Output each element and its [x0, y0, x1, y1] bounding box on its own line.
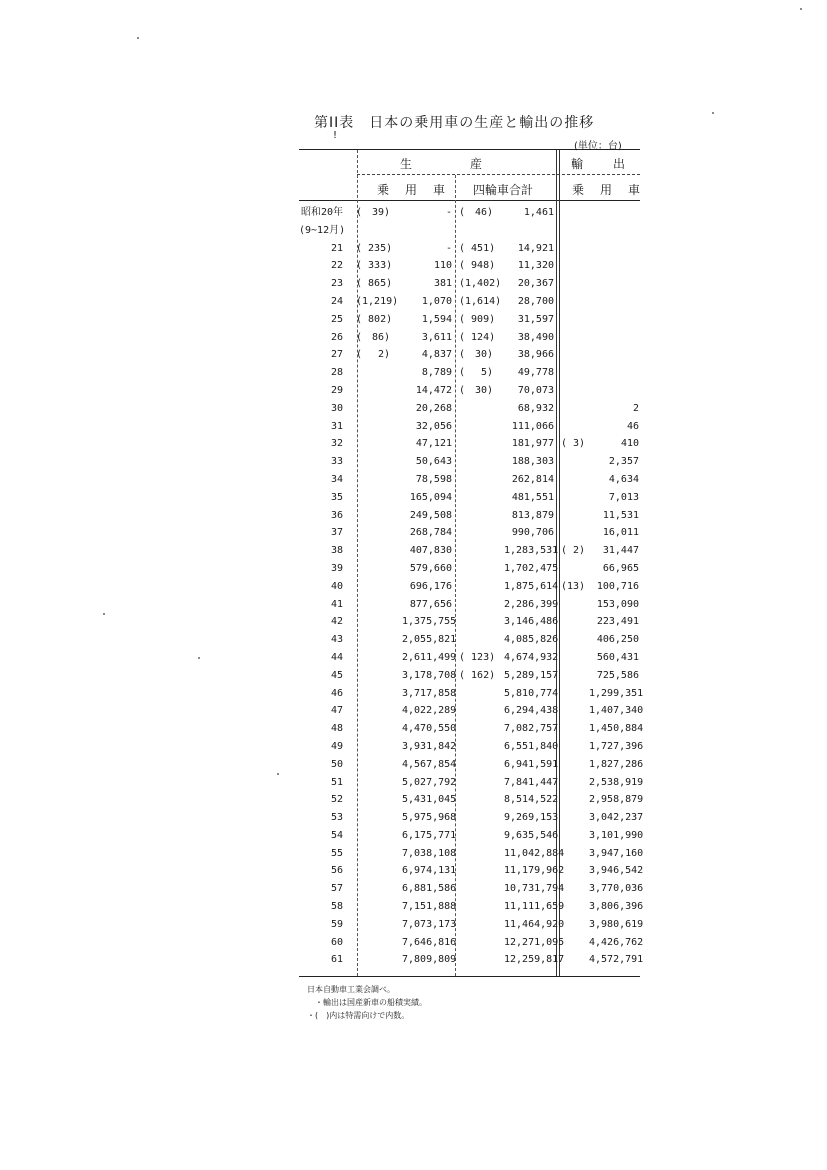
cell-fourwheel-total: 188,303 [511, 456, 554, 468]
table-row [299, 649, 640, 667]
cell-fourwheel-special: ( 909) [459, 313, 496, 325]
cell-passenger-production: 579,660 [409, 562, 452, 574]
cell-passenger-production: 5,431,045 [402, 794, 457, 806]
cell-passenger-production: 3,717,858 [402, 687, 457, 699]
cell-passenger-production: 4,022,289 [402, 705, 457, 717]
table-row [299, 738, 644, 756]
table-row [299, 275, 640, 293]
note-parentheses: ・( )内は特需向けで内数。 [307, 1011, 410, 1020]
cell-export-passenger: 1,450,884 [589, 723, 644, 735]
cell-fourwheel-total: 7,082,757 [504, 723, 559, 735]
cell-year: 48 [330, 723, 343, 735]
cell-fourwheel-total: 9,269,153 [504, 812, 559, 824]
table-row [299, 702, 644, 720]
table-row [299, 613, 640, 631]
note-export: ・輸出は国産新車の船積実績。 [315, 998, 427, 1007]
cell-year: 37 [330, 527, 343, 539]
cell-export-passenger: 560,431 [596, 651, 639, 663]
cell-passenger-production: 877,656 [409, 598, 452, 610]
cell-export-passenger: 16,011 [602, 527, 639, 539]
cell-year: 44 [330, 651, 343, 663]
cell-fourwheel-total: 481,551 [511, 491, 554, 503]
cell-fourwheel-total: 262,814 [511, 473, 554, 485]
cell-export-passenger: 223,491 [596, 616, 639, 628]
cell-year: 42 [330, 616, 343, 628]
cell-passenger-production: 268,784 [409, 527, 452, 539]
cell-year: 52 [330, 794, 343, 806]
cell-year: 51 [330, 776, 343, 788]
scan-speck [198, 657, 200, 659]
table-row [299, 827, 644, 845]
cell-fourwheel-special: ( 451) [459, 242, 496, 254]
cell-passenger-production: 1,594 [421, 313, 452, 325]
cell-fourwheel-special: ( 162) [459, 669, 496, 681]
cell-fourwheel-total: 38,490 [517, 331, 554, 343]
cell-export-passenger: 1,827,286 [589, 758, 644, 770]
table-row [299, 542, 640, 560]
header-production: 生 産 [400, 157, 485, 171]
table-top-rule [299, 149, 640, 150]
header-divider [357, 174, 640, 175]
cell-export-passenger: 3,980,619 [589, 918, 644, 930]
cell-passenger-production: 8,789 [421, 367, 452, 379]
cell-year: 57 [330, 883, 343, 895]
cell-passenger-production: - [445, 242, 452, 254]
cell-fourwheel-total: 1,283,531 [504, 545, 559, 557]
cell-year: 61 [330, 954, 343, 966]
cell-fourwheel-total: 10,731,794 [504, 883, 565, 895]
cell-year: 36 [330, 509, 343, 521]
cell-year: 26 [330, 331, 343, 343]
cell-passenger-production: 4,837 [421, 349, 452, 361]
cell-fourwheel-total: 1,875,614 [504, 580, 559, 592]
cell-fourwheel-special: (1,614) [459, 295, 502, 307]
cell-export-passenger: 100,716 [596, 580, 639, 592]
cell-export-passenger: 3,770,036 [589, 883, 644, 895]
cell-passenger-production: 110 [433, 260, 452, 272]
table-row [299, 435, 640, 453]
cell-passenger-production: 5,975,968 [402, 812, 457, 824]
table-row [299, 720, 644, 738]
table-row [299, 809, 644, 827]
table-row [299, 311, 640, 329]
table-row [299, 293, 640, 311]
table-row [299, 560, 640, 578]
table-row [299, 346, 640, 364]
cell-year: 34 [330, 473, 343, 485]
cell-fourwheel-special: ( 948) [459, 260, 496, 272]
header-four-wheel-total: 四輪車合計 [473, 183, 534, 197]
cell-passenger-special: ( 802) [356, 313, 393, 325]
cell-fourwheel-special: ( 30) [459, 384, 494, 396]
cell-fourwheel-total: 4,085,826 [504, 634, 559, 646]
notes [307, 983, 427, 1022]
cell-year: 23 [330, 278, 343, 290]
table-row [299, 596, 640, 614]
cell-fourwheel-total: 11,111,659 [504, 901, 565, 913]
table-row [299, 916, 644, 934]
table-title: 第II表 日本の乗用車の生産と輸出の推移 [314, 115, 595, 131]
table-row [299, 756, 644, 774]
cell-passenger-production: 249,508 [409, 509, 452, 521]
cell-passenger-special: ( 333) [356, 260, 393, 272]
cell-year: 29 [330, 384, 343, 396]
cell-fourwheel-total: 11,042,884 [504, 847, 565, 859]
table-bottom-rule [299, 976, 640, 977]
cell-fourwheel-total: 6,551,840 [504, 740, 559, 752]
cell-export-passenger: 4,426,762 [589, 936, 644, 948]
cell-fourwheel-total: 5,810,774 [504, 687, 559, 699]
cell-export-special: ( 2) [561, 545, 586, 557]
cell-year: 49 [330, 740, 343, 752]
cell-year: 39 [330, 562, 343, 574]
table-row [299, 951, 644, 969]
cell-fourwheel-total: 38,966 [517, 349, 554, 361]
cell-export-passenger: 3,806,396 [589, 901, 644, 913]
table-row [299, 667, 640, 685]
cell-year: 50 [330, 758, 343, 770]
scan-speck [137, 37, 139, 39]
cell-year: 32 [330, 438, 343, 450]
cell-passenger-production: 3,178,708 [402, 669, 457, 681]
cell-passenger-production: 7,809,809 [402, 954, 457, 966]
table-row [299, 418, 640, 436]
note-source: 日本自動車工業会調べ。 [307, 985, 395, 994]
cell-passenger-production: 696,176 [409, 580, 452, 592]
cell-passenger-production: 381 [433, 278, 452, 290]
cell-year: 30 [330, 402, 343, 414]
cell-fourwheel-total: 8,514,522 [504, 794, 559, 806]
cell-export-passenger: 3,101,990 [589, 829, 644, 841]
cell-passenger-production: 50,643 [415, 456, 452, 468]
cell-passenger-special: ( 865) [356, 278, 393, 290]
cell-year: 24 [330, 295, 343, 307]
scan-speck [103, 613, 105, 615]
cell-fourwheel-total: 70,073 [517, 384, 554, 396]
cell-fourwheel-total: 11,464,920 [504, 918, 565, 930]
cell-fourwheel-total: 5,289,157 [504, 669, 559, 681]
table-row [299, 524, 640, 542]
scan-speck [277, 773, 279, 775]
cell-year: 27 [330, 349, 343, 361]
cell-fourwheel-total: 20,367 [517, 278, 554, 290]
cell-passenger-special: ( 39) [356, 207, 391, 218]
cell-export-passenger: 3,947,160 [589, 847, 644, 859]
cell-passenger-production: 32,056 [415, 420, 452, 432]
table-row [299, 685, 644, 703]
cell-fourwheel-total: 2,286,399 [504, 598, 559, 610]
cell-year: 38 [330, 545, 343, 557]
cell-passenger-production: 2,055,821 [402, 634, 457, 646]
cell-passenger-production: - [445, 207, 452, 218]
cell-export-passenger: 11,531 [602, 509, 639, 521]
table-row [299, 489, 640, 507]
cell-year: 47 [330, 705, 343, 717]
cell-fourwheel-special: ( 123) [459, 651, 496, 663]
cell-passenger-special: ( 235) [356, 242, 393, 254]
unit-label: (単位：台) [574, 141, 622, 152]
cell-export-passenger: 1,407,340 [589, 705, 644, 717]
table-body [299, 204, 644, 969]
table-row [299, 382, 640, 400]
cell-passenger-production: 20,268 [415, 402, 452, 414]
cell-fourwheel-special: (1,402) [459, 278, 502, 290]
cell-passenger-production: 78,598 [415, 473, 452, 485]
table-row [299, 329, 640, 347]
cell-year: 33 [330, 456, 343, 468]
cell-year: 56 [330, 865, 343, 877]
header-bottom-rule [299, 200, 640, 201]
cell-passenger-production: 1,375,755 [402, 616, 457, 628]
cell-year: 58 [330, 901, 343, 913]
cell-year: 21 [330, 242, 343, 254]
cell-fourwheel-special: ( 124) [459, 331, 496, 343]
cell-year: 43 [330, 634, 343, 646]
table-row [299, 471, 640, 489]
cell-year: 22 [330, 260, 343, 272]
table-row [299, 862, 644, 880]
cell-year: (9~12月) [299, 224, 346, 236]
cell-fourwheel-total: 28,700 [517, 295, 554, 307]
cell-year: 25 [330, 313, 343, 325]
cell-fourwheel-special: ( 46) [459, 207, 494, 218]
cell-export-passenger: 3,042,237 [589, 812, 644, 824]
cell-fourwheel-total: 14,921 [517, 242, 554, 254]
cell-passenger-production: 2,611,499 [402, 651, 457, 663]
table-row [299, 453, 640, 471]
table-row [299, 364, 640, 382]
cell-export-passenger: 4,572,791 [589, 954, 644, 966]
cell-passenger-special: ( 2) [356, 349, 391, 361]
cell-export-passenger: 725,586 [596, 669, 639, 681]
cell-export-passenger: 1,299,351 [589, 687, 644, 699]
table-row [299, 934, 644, 952]
cell-passenger-production: 1,070 [421, 295, 452, 307]
cell-export-passenger: 153,090 [596, 598, 639, 610]
cell-export-passenger: 2,958,879 [589, 794, 644, 806]
cell-year: 昭和20年 [300, 207, 343, 218]
cell-passenger-production: 7,073,173 [402, 918, 457, 930]
cell-passenger-production: 6,881,586 [402, 883, 457, 895]
table-row [299, 898, 644, 916]
cell-fourwheel-total: 6,294,438 [504, 705, 559, 717]
table-row [299, 222, 640, 240]
cell-passenger-production: 47,121 [415, 438, 452, 450]
cell-fourwheel-total: 9,635,546 [504, 829, 559, 841]
cell-fourwheel-total: 12,259,817 [504, 954, 565, 966]
table-row [299, 204, 640, 222]
cell-fourwheel-total: 6,941,591 [504, 758, 559, 770]
cell-year: 55 [330, 847, 343, 859]
cell-fourwheel-total: 4,674,932 [504, 651, 559, 663]
cell-passenger-production: 14,472 [415, 384, 452, 396]
table-row [299, 507, 640, 525]
cell-passenger-production: 3,611 [421, 331, 452, 343]
cell-fourwheel-total: 1,461 [523, 207, 554, 218]
cell-export-passenger: 7,013 [608, 491, 639, 503]
table-row [299, 774, 644, 792]
cell-export-special: ( 3) [561, 438, 586, 450]
cell-year: 53 [330, 812, 343, 824]
cell-year: 54 [330, 829, 343, 841]
cell-year: 40 [330, 580, 343, 592]
cell-fourwheel-total: 181,977 [511, 438, 554, 450]
cell-export-passenger: 4,634 [608, 473, 639, 485]
table-row [299, 631, 640, 649]
cell-year: 46 [330, 687, 343, 699]
table-row [299, 240, 640, 258]
cell-year: 28 [330, 367, 343, 379]
cell-export-passenger: 2 [632, 402, 639, 414]
cell-passenger-production: 7,038,108 [402, 847, 457, 859]
cell-passenger-production: 5,027,792 [402, 776, 457, 788]
cell-fourwheel-total: 49,778 [517, 367, 554, 379]
cell-passenger-production: 7,646,816 [402, 936, 457, 948]
cell-fourwheel-total: 12,271,095 [504, 936, 565, 948]
scan-speck [800, 8, 802, 10]
table-row [299, 791, 644, 809]
header-passenger-car: 乗 用 車 [377, 183, 448, 197]
cell-export-special: (13) [561, 580, 586, 592]
cell-year: 60 [330, 936, 343, 948]
header-export: 輸 出 [571, 157, 628, 171]
cell-passenger-special: (1,219) [356, 295, 399, 307]
cell-export-passenger: 406,250 [596, 634, 639, 646]
cell-export-passenger: 1,727,396 [589, 740, 644, 752]
cell-passenger-production: 4,470,550 [402, 723, 457, 735]
cell-year: 31 [330, 420, 343, 432]
cell-export-passenger: 66,965 [602, 562, 639, 574]
cell-export-passenger: 46 [626, 420, 639, 432]
table-row [299, 578, 640, 596]
cell-passenger-production: 3,931,842 [402, 740, 457, 752]
cell-fourwheel-special: ( 30) [459, 349, 494, 361]
cell-passenger-production: 4,567,854 [402, 758, 457, 770]
cell-fourwheel-total: 3,146,486 [504, 616, 559, 628]
cell-passenger-production: 7,151,888 [402, 901, 457, 913]
scan-speck [712, 112, 714, 114]
cell-fourwheel-special: ( 5) [459, 367, 494, 379]
title-mark: ! [333, 130, 338, 141]
table-row [299, 400, 640, 418]
cell-fourwheel-total: 68,932 [517, 402, 554, 414]
cell-passenger-production: 6,175,771 [402, 829, 457, 841]
cell-passenger-special: ( 86) [356, 331, 391, 343]
cell-year: 41 [330, 598, 343, 610]
cell-fourwheel-total: 990,706 [511, 527, 554, 539]
cell-passenger-production: 6,974,131 [402, 865, 457, 877]
table-row [299, 257, 640, 275]
cell-fourwheel-total: 11,179,962 [504, 865, 565, 877]
table-row [299, 845, 644, 863]
cell-export-passenger: 410 [620, 438, 639, 450]
cell-passenger-production: 407,830 [409, 545, 452, 557]
cell-fourwheel-total: 11,320 [517, 260, 554, 272]
cell-export-passenger: 2,357 [608, 456, 639, 468]
cell-export-passenger: 31,447 [602, 545, 639, 557]
cell-passenger-production: 165,094 [409, 491, 452, 503]
cell-export-passenger: 3,946,542 [589, 865, 644, 877]
table-row [299, 880, 644, 898]
cell-fourwheel-total: 111,066 [511, 420, 554, 432]
cell-year: 59 [330, 918, 343, 930]
header-export-passenger-car: 乗 用 車 [572, 183, 643, 197]
cell-year: 35 [330, 491, 343, 503]
cell-fourwheel-total: 1,702,475 [504, 562, 559, 574]
cell-fourwheel-total: 31,597 [517, 313, 554, 325]
cell-year: 45 [330, 669, 343, 681]
cell-fourwheel-total: 813,879 [511, 509, 554, 521]
cell-export-passenger: 2,538,919 [589, 776, 644, 788]
cell-fourwheel-total: 7,841,447 [504, 776, 559, 788]
